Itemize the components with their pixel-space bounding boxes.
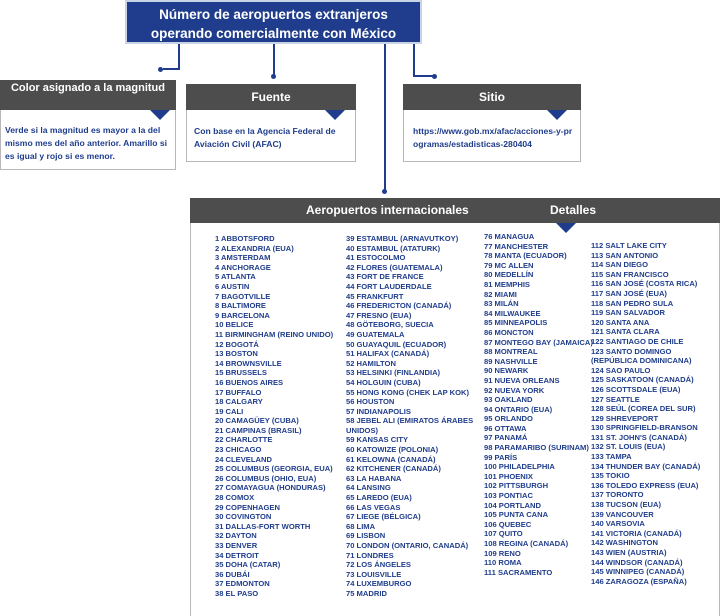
airport-item: 61 KELOWNA (CANADÁ) — [346, 454, 436, 464]
airport-item: 80 MEDELLÍN — [484, 270, 534, 280]
airport-item: 132 ST. LOUIS (EUA) — [591, 442, 666, 452]
airport-item: 66 LAS VEGAS — [346, 502, 401, 512]
color-text: Verde si la magnitud es mayor a la del mismo mes del año anterior. Amarillo si es igual y rojo si es menor. — [5, 125, 168, 161]
airport-item: 70 LONDON (ONTARIO, CANADÁ) — [346, 541, 469, 550]
airport-item: 128 SEÚL (COREA DEL SUR) — [591, 404, 696, 414]
airport-item: 58 JEBEL ALI (EMIRATOS ÁRABES UNIDOS) — [346, 416, 474, 435]
airport-item: 68 LIMA — [346, 521, 376, 531]
airport-item: 99 PARÍS — [484, 452, 518, 462]
airport-item: 72 LOS ÁNGELES — [346, 560, 411, 570]
airport-item: 17 BUFFALO — [215, 387, 262, 397]
airport-item: 97 PANAMÁ — [484, 433, 528, 443]
airport-item: 10 BELICE — [215, 320, 254, 330]
airport-item: 41 ESTOCOLMO — [346, 253, 406, 263]
airport-item: 5 ATLANTA — [215, 272, 256, 282]
airport-item: 130 SPRINGFIELD-BRANSON — [591, 423, 698, 433]
airport-item: 118 SAN PEDRO SULA — [591, 298, 674, 308]
airport-item: 131 ST. JOHN'S (CANADÁ) — [591, 432, 687, 442]
fuente-heading-text: Fuente — [251, 90, 291, 104]
airport-item: 93 OAKLAND — [484, 395, 533, 405]
airport-item: 126 SCOTTSDALE (EUA) — [591, 384, 681, 394]
airport-item: 139 VANCOUVER — [591, 509, 654, 519]
airport-item: 38 EL PASO — [215, 588, 259, 598]
airport-item: 74 LUXEMBURGO — [346, 579, 412, 589]
airport-item: 141 VICTORIA (CANADÁ) — [591, 528, 682, 538]
connector-sitio — [413, 44, 415, 70]
airport-item: 115 SAN FRANCISCO — [591, 269, 669, 279]
connector-fuente-dot — [271, 74, 276, 79]
airport-item: 127 SEATTLE — [591, 394, 640, 404]
airport-item: 55 HONG KONG (CHEK LAP KOK) — [346, 387, 470, 397]
airport-item: 145 WINNIPEG (CANADÁ) — [591, 567, 685, 577]
airport-item: 123 SANTO DOMINGO (REPÚBLICA DOMINICANA) — [591, 346, 692, 366]
airport-item: 35 DOHA (CATAR) — [215, 560, 281, 570]
airport-item: 120 SANTA ANA — [591, 317, 650, 327]
airport-item: 94 ONTARIO (EUA) — [484, 404, 553, 414]
color-heading-text: Color asignado a la magnitud — [10, 82, 166, 94]
airport-item: 71 LONDRES — [346, 550, 394, 560]
airport-item: 32 DAYTON — [215, 531, 257, 541]
airport-item: 9 BARCELONA — [215, 310, 270, 320]
airport-item: 111 SACRAMENTO — [484, 567, 553, 577]
airport-item: 85 MINNEAPOLIS — [484, 318, 548, 328]
fuente-arrow-icon — [325, 110, 345, 120]
airport-item: 113 SAN ANTONIO — [591, 250, 659, 260]
airport-item: 47 FRESNO (EUA) — [346, 310, 412, 320]
airport-item: 2 ALEXANDRIA (EUA) — [215, 243, 294, 253]
sitio-arrow-icon — [547, 110, 567, 120]
airport-item: 19 CALI — [215, 406, 244, 416]
airport-item: 46 FREDERICTON (CANADÁ) — [346, 301, 452, 311]
airport-item: 88 MONTREAL — [484, 347, 538, 357]
airport-item: 90 NEWARK — [484, 366, 529, 376]
airport-item: 106 QUEBEC — [484, 519, 532, 529]
airport-column-3 — [484, 232, 593, 577]
airport-item: 12 BOGOTÁ — [215, 339, 259, 349]
airport-item: 69 LISBON — [346, 531, 386, 541]
airport-item: 76 MANAGUA — [484, 232, 535, 241]
airport-item: 6 AUSTIN — [215, 281, 250, 291]
airport-item: 95 ORLANDO — [484, 414, 533, 424]
airport-item: 96 OTTAWA — [484, 423, 527, 433]
airport-item: 67 LIEGE (BÉLGICA) — [346, 512, 421, 522]
airport-item: 56 HOUSTON — [346, 397, 395, 407]
airport-item: 108 REGINA (CANADÁ) — [484, 539, 569, 548]
airport-item: 77 MANCHESTER — [484, 241, 549, 251]
airport-item: 51 HALIFAX (CANADÁ) — [346, 349, 430, 359]
airport-item: 8 BALTIMORE — [215, 301, 266, 311]
airport-item: 133 TAMPA — [591, 452, 632, 462]
connector-details — [384, 44, 386, 190]
airport-item: 15 BRUSSELS — [215, 368, 267, 378]
airport-item: 82 MIAMI — [484, 289, 517, 299]
airport-item: 86 MONCTON — [484, 327, 534, 337]
connector-color — [178, 44, 180, 70]
airport-item: 33 DENVER — [215, 541, 258, 550]
airport-item: 92 NUEVA YORK — [484, 385, 545, 395]
airport-item: 125 SASKATOON (CANADÁ) — [591, 375, 694, 385]
airport-item: 98 PARAMARIBO (SURINAM) — [484, 443, 589, 453]
airport-item: 42 FLORES (GUATEMALA) — [346, 262, 443, 272]
airport-item: 28 COMOX — [215, 493, 255, 503]
connector-details-dot — [382, 189, 387, 194]
airport-item: 53 HELSINKI (FINLANDIA) — [346, 368, 441, 378]
airport-item: 122 SANTIAGO DE CHILE — [591, 336, 684, 346]
connector-sitio-h — [413, 75, 433, 77]
airport-item: 129 SHREVEPORT — [591, 413, 659, 423]
airport-item: 107 QUITO — [484, 529, 523, 539]
airport-item: 114 SAN DIEGO — [591, 260, 648, 270]
airport-item: 49 GUATEMALA — [346, 329, 405, 339]
airport-item: 121 SANTA CLARA — [591, 327, 660, 337]
airport-item: 142 WASHINGTON — [591, 538, 658, 548]
airport-item: 45 FRANKFURT — [346, 291, 404, 301]
airport-item: 124 SAO PAULO — [591, 365, 651, 375]
airport-item: 73 LOUISVILLE — [346, 569, 402, 579]
airport-item: 13 BOSTON — [215, 349, 258, 359]
airport-item: 65 LAREDO (EUA) — [346, 493, 412, 503]
airport-item: 75 MADRID — [346, 588, 387, 598]
airport-item: 78 MANTA (ECUADOR) — [484, 251, 567, 261]
diagram-title — [125, 0, 422, 44]
airport-item: 79 MC ALLEN — [484, 260, 534, 270]
airport-item: 39 ESTAMBUL (ARNAVUTKOY) — [346, 234, 459, 243]
airport-item: 21 CAMPINAS (BRASIL) — [215, 425, 302, 435]
airport-item: 146 ZARAGOZA (ESPAÑA) — [591, 576, 687, 586]
sitio-heading — [403, 84, 581, 110]
airport-item: 116 SAN JOSÉ (COSTA RICA) — [591, 279, 698, 289]
airport-item: 57 INDIANAPOLIS — [346, 406, 411, 416]
airport-item: 105 PUNTA CANA — [484, 510, 549, 520]
sitio-heading-text: Sitio — [479, 90, 505, 104]
airport-item: 134 THUNDER BAY (CANADÁ) — [591, 461, 701, 471]
airport-item: 104 PORTLAND — [484, 500, 541, 510]
airport-item: 59 KANSAS CITY — [346, 435, 409, 445]
airport-item: 91 NUEVA ORLEANS — [484, 375, 560, 385]
airport-item: 11 BIRMINGHAM (REINO UNIDO) — [215, 329, 334, 339]
connector-sitio-v — [413, 68, 415, 77]
airport-item: 109 RENO — [484, 548, 521, 558]
airport-item: 143 WIEN (AUSTRIA) — [591, 548, 667, 557]
color-heading — [0, 80, 176, 110]
airport-item: 83 MILÁN — [484, 299, 519, 309]
airport-item: 112 SALT LAKE CITY — [591, 241, 667, 250]
airport-item: 40 ESTAMBUL (ATATURK) — [346, 243, 441, 253]
details-heading-left: Aeropuertos internacionales — [306, 203, 469, 217]
airport-item: 18 CALGARY — [215, 397, 263, 407]
airport-item: 117 SAN JOSÉ (EUA) — [591, 288, 667, 298]
airport-item: 54 HOLGUIN (CUBA) — [346, 377, 421, 387]
airport-item: 14 BROWNSVILLE — [215, 358, 282, 368]
airport-item: 89 NASHVILLE — [484, 356, 538, 366]
connector-fuente — [273, 44, 275, 76]
airport-item: 31 DALLAS-FORT WORTH — [215, 521, 311, 531]
airport-item: 60 KATOWIZE (POLONIA) — [346, 445, 439, 455]
airport-item: 48 GÖTEBORG, SUECIA — [346, 320, 434, 330]
airport-item: 102 PITTSBURGH — [484, 481, 549, 491]
airport-item: 4 ANCHORAGE — [215, 262, 271, 272]
airport-item: 63 LA HABANA — [346, 473, 402, 483]
airport-item: 24 CLEVELAND — [215, 454, 272, 464]
airport-item: 43 FORT DE FRANCE — [346, 272, 424, 282]
airport-item: 37 EDMONTON — [215, 579, 270, 589]
airport-item: 20 CAMAGÜEY (CUBA) — [215, 416, 299, 426]
airport-item: 36 DUBÁI — [215, 569, 250, 579]
airport-item: 1 ABBOTSFORD — [215, 234, 275, 243]
connector-color-h — [163, 68, 180, 70]
airport-column-2 — [346, 234, 480, 599]
airport-column-1 — [215, 234, 345, 599]
airport-item: 81 MEMPHIS — [484, 279, 530, 289]
details-heading-right: Detalles — [550, 203, 597, 217]
airport-item: 27 COMAYAGUA (HONDURAS) — [215, 483, 326, 493]
airport-item: 25 COLUMBUS (GEORGIA, EUA) — [215, 464, 333, 474]
airport-item: 50 GUAYAQUIL (ECUADOR) — [346, 339, 447, 349]
airport-item: 136 TOLEDO EXPRESS (EUA) — [591, 480, 699, 490]
airport-item: 44 FORT LAUDERDALE — [346, 281, 432, 291]
fuente-text: Con base en la Agencia Federal de Aviación Civil (AFAC) — [194, 126, 336, 149]
details-heading — [190, 198, 720, 223]
airport-item: 137 TORONTO — [591, 490, 644, 500]
airport-item: 144 WINDSOR (CANADÁ) — [591, 557, 683, 567]
airport-item: 26 COLUMBUS (OHIO, EUA) — [215, 473, 317, 483]
airport-item: 138 TUCSON (EUA) — [591, 500, 662, 510]
title-text: Número de aeropuertos extranjeros operando comercialmente con México — [150, 7, 397, 41]
airport-item: 29 COPENHAGEN — [215, 502, 280, 512]
airport-item: 3 AMSTERDAM — [215, 253, 271, 263]
sitio-text: https://www.gob.mx/afac/acciones-y-programas/estadisticas-280404 — [413, 126, 573, 149]
airport-item: 84 MILWAUKEE — [484, 308, 541, 318]
airport-item: 64 LANSING — [346, 483, 391, 493]
airport-item: 7 BAGOTVILLE — [215, 291, 271, 301]
airport-item: 119 SAN SALVADOR — [591, 308, 665, 318]
airport-item: 87 MONTEGO BAY (JAMAICA) — [484, 337, 593, 347]
airport-item: 52 HAMILTON — [346, 358, 396, 368]
airport-item: 100 PHILADELPHIA — [484, 462, 555, 472]
airport-item: 140 VARSOVIA — [591, 519, 645, 529]
airport-item: 34 DETROIT — [215, 550, 259, 560]
airport-item: 16 BUENOS AIRES — [215, 377, 284, 387]
airport-column-4 — [591, 241, 717, 586]
color-arrow-icon — [150, 110, 170, 120]
fuente-heading — [186, 84, 356, 110]
airport-item: 62 KITCHENER (CANADÁ) — [346, 464, 441, 474]
airport-item: 110 ROMA — [484, 558, 522, 568]
airport-item: 23 CHICAGO — [215, 445, 262, 455]
airport-item: 22 CHARLOTTE — [215, 435, 273, 445]
airport-item: 103 PONTIAC — [484, 491, 533, 501]
airport-item: 30 COVINGTON — [215, 512, 272, 522]
airport-item: 135 TOKIO — [591, 471, 630, 481]
connector-sitio-dot — [432, 74, 437, 79]
connector-color-dot — [158, 67, 163, 72]
airport-item: 101 PHOENIX — [484, 471, 533, 481]
